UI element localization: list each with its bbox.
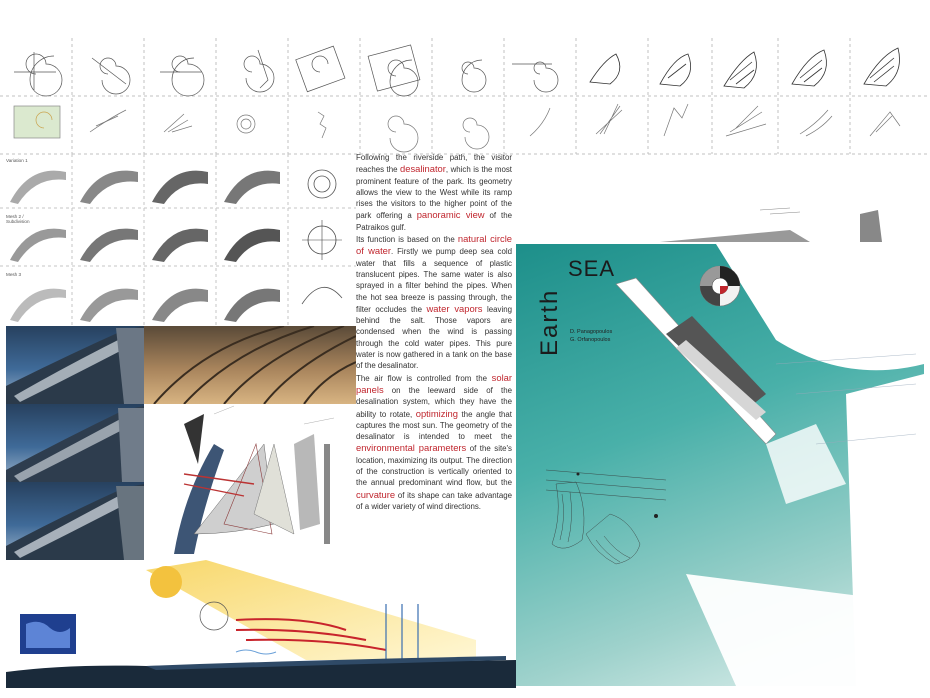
highlight-term: curvature: [356, 488, 396, 500]
exploded-diagram-drawing: [144, 404, 356, 562]
render-photo-1: [6, 326, 144, 404]
text-run: . Firstly we pump deep sea cold water that fills a sequence of plastic translucent pipes. The same water is also sprayed in a filter behind the pipes. When the hot sea breeze is passing through, the filter occludes the: [356, 247, 512, 314]
render-photo-2: [144, 326, 356, 404]
desalinator-render-4: [6, 482, 144, 560]
desalinator-render-3: [6, 404, 144, 482]
section-diagram: [6, 560, 516, 688]
section-diagram-drawing: [6, 560, 516, 688]
description-text: [356, 152, 512, 562]
sketch-grid: [0, 154, 356, 326]
sketch-strip-drawings: [0, 28, 930, 158]
render-photo-4: [6, 482, 144, 560]
text-run: of the site's location, maximizing its output. The direction of the construction is vertically oriented to the annual predominant wind flow, but the: [356, 444, 512, 488]
elevation-sketch: [660, 190, 922, 244]
row-label-2: Mesh 2 / Subdivision: [6, 214, 30, 224]
desalinator-render-1: [6, 326, 144, 404]
highlight-term: desalinator: [400, 163, 446, 175]
row-label-1: Variation 1: [6, 158, 28, 163]
text-run: Its function is based on the: [356, 235, 458, 245]
exploded-diagram: [144, 404, 356, 562]
elevation-sketch-drawing: [660, 190, 922, 244]
text-run: on the leeward side of the desalination system, which they have the ability to rotate,: [356, 385, 512, 419]
sketch-strip: [0, 28, 930, 158]
highlight-term: water vapors: [426, 302, 483, 314]
paragraph-2: [356, 233, 512, 372]
title-earth: Earth: [536, 288, 563, 356]
text-run: The air flow is controlled from the: [356, 373, 492, 383]
render-photo-3: [6, 404, 144, 482]
highlight-term: panoramic view: [416, 209, 485, 221]
highlight-term: solar panels: [356, 371, 512, 395]
paragraph-1: [356, 152, 512, 233]
text-run: Following the riverside path, the visitor reaches the: [356, 153, 512, 175]
sketch-grid-drawings: [0, 154, 356, 326]
paragraph-3: [356, 372, 512, 513]
author-2: G. Orfanopoulos: [570, 337, 611, 343]
row-label-3: Mesh 3: [6, 272, 22, 277]
earth-sea-panel: [516, 244, 924, 686]
text-run: of its shape can take advantage of a wider variety of wind directions.: [356, 490, 512, 511]
text-run: of the Patraikos gulf.: [356, 211, 512, 232]
text-run: the angle that captures the most sun. The geometry of the desalinator is intended to meet the: [356, 409, 512, 442]
desalinator-render-2: [144, 326, 356, 404]
text-run: leaving behind the salt. Those vapors are condensed when the wind is passing through the cold water pipes. This pure water is now gathered in a tank on the base of the desalinator.: [356, 304, 513, 371]
text-run: , which is the most prominent feature of the park. Its geometry allows the view to the West while its ramp rises the visitors to the higher point of the park offering a: [356, 165, 512, 221]
panel-drawing: [516, 244, 924, 686]
highlight-term: environmental parameters: [356, 442, 467, 454]
authors: [570, 328, 612, 344]
highlight-term: natural circle of water: [356, 233, 512, 257]
title-sea: SEA: [568, 256, 616, 281]
author-1: D. Panagopoulos: [570, 329, 613, 335]
highlight-term: optimizing: [415, 407, 458, 419]
